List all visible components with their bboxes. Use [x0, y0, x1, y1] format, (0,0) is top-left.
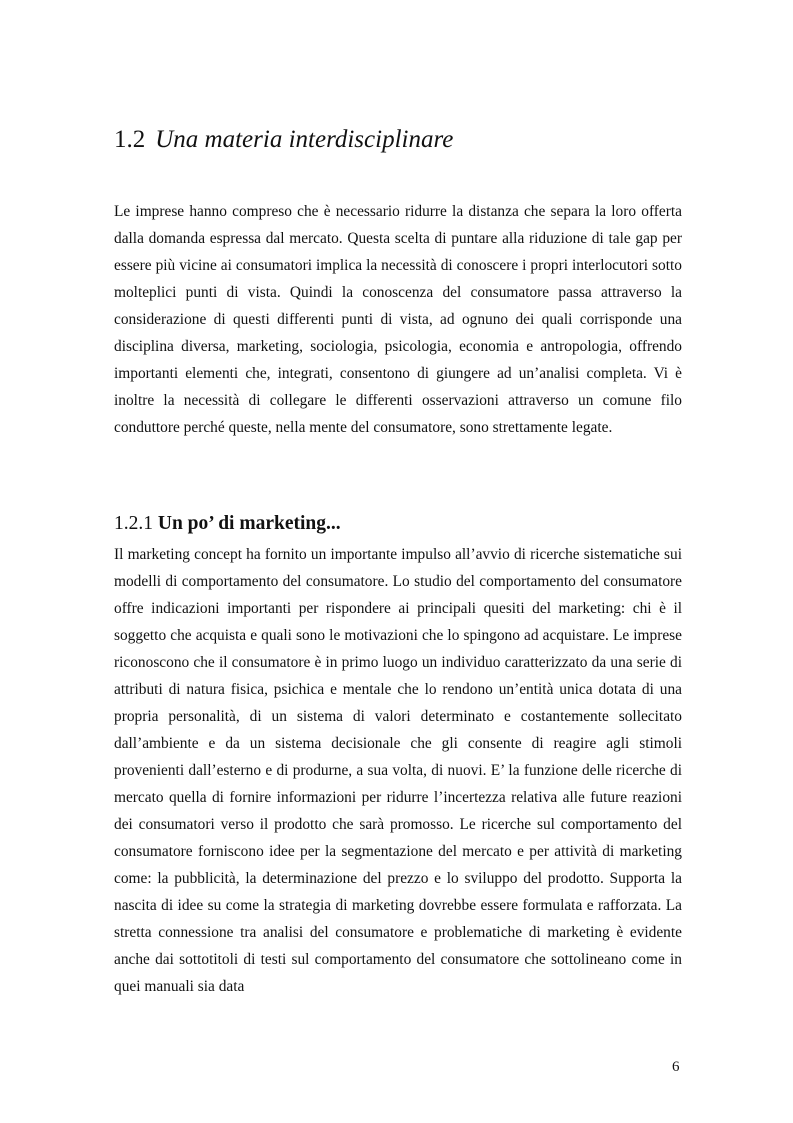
- section-heading: [114, 120, 682, 160]
- body-paragraph-1: Le imprese hanno compreso che è necessario ridurre la distanza che separa la loro offerta dalla domanda espressa dal mercato. Questa scelta di puntare alla riduzione di tale gap per essere più vicine ai consumatori implica la necessità di conoscere i propri interlocutori sotto molteplici punti di vista. Quindi la conoscenza del consumatore passa attraverso la considerazione di questi differenti punti di vista, ad ognuno dei quali corrisponde una disciplina diversa, marketing, sociologia, psicologia, economia e antropologia, offrendo importanti elementi che, integrati, consentono di giungere ad un’analisi completa. Vi è inoltre la necessità di collegare le differenti osservazioni attraverso un comune filo conduttore perché queste, nella mente del consumatore, sono strettamente legate.: [114, 203, 682, 436]
- subsection-heading: [114, 507, 682, 541]
- body-paragraph-2: Il marketing concept ha fornito un importante impulso all’avvio di ricerche sistematiche sui modelli di comportamento del consumatore. Lo studio del comportamento del consumatore offre indicazioni importanti per rispondere ai principali quesiti del marketing: chi è il soggetto che acquista e quali sono le motivazioni che lo spingono ad acquistare. Le imprese riconoscono che il consumatore è in primo luogo un individuo caratterizzato da una serie di attributi di natura fisica, psichica e mentale che lo rendono un’entità unica dotata di una propria personalità, di un sistema di valori determinato e costantemente sollecitato dall’ambiente e da un sistema decisionale che gli consente di reagire agli stimoli provenienti dall’esterno e di produrne, a sua volta, di nuovi. E’ la funzione delle ricerche di mercato quella di fornire informazioni per ridurre l’incertezza relativa alle future reazioni dei consumatori verso il prodotto che sarà promosso. Le ricerche sul comportamento del consumatore forniscono idee per la segmentazione del mercato e per attività di marketing come: la pubblicità, la determinazione del prezzo e lo sviluppo del prodotto. Supporta la nascita di idee su come la strategia di marketing dovrebbe essere formulata e rafforzata. La stretta connessione tra analisi del consumatore e problematiche di marketing è evidente anche dai sottotitoli di testi sul comportamento del consumatore che sottolineano come in quei manuali sia data: [114, 546, 682, 995]
- subsection-title: Un po’ di marketing...: [157, 513, 341, 534]
- section-number: 1.2: [114, 126, 146, 153]
- subsection-number: 1.2.1: [114, 513, 153, 534]
- section-title: Una materia interdisciplinare: [155, 126, 454, 153]
- page-number: 6: [672, 1059, 680, 1075]
